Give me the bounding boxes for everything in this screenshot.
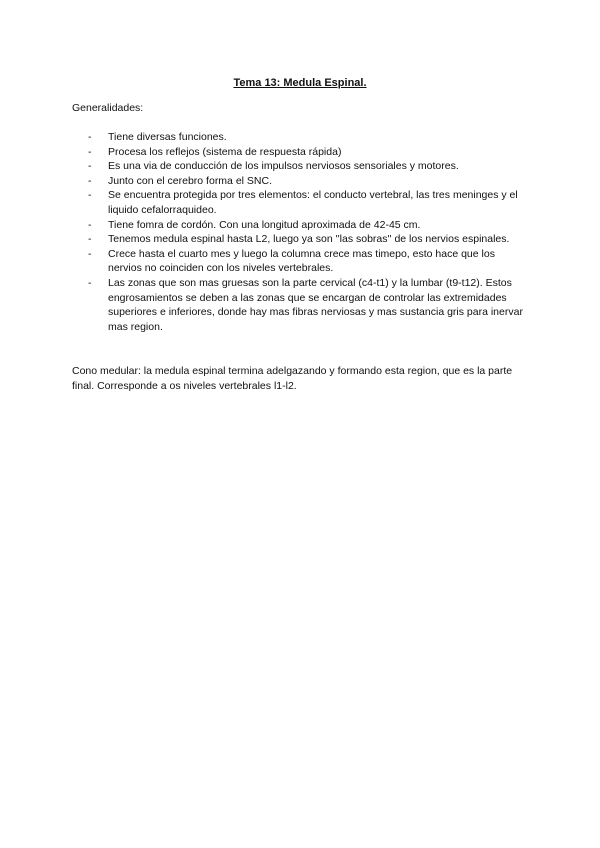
list-item-text: Procesa los reflejos (sistema de respuesta rápida) [108,145,342,158]
list-item-text: Crece hasta el cuarto mes y luego la columna crece mas timepo, esto hace que los nervios no coinciden con los niveles vertebrales. [108,247,495,275]
page-title: Tema 13: Medula Espinal. [233,77,367,89]
bullet-list [88,130,528,334]
bullet-dash: - [88,276,92,289]
list-item-text: Tiene fomra de cordón. Con una longitud aproximada de 42-45 cm. [108,218,421,231]
list-item [88,276,528,334]
list-item-text: Junto con el cerebro forma el SNC. [108,174,272,187]
list-item [88,188,528,217]
bullet-dash: - [88,160,92,173]
bullet-dash: - [88,174,92,187]
closing-paragraph: Cono medular: la medula espinal termina adelgazando y formando esta region, que es la parte final. Corresponde a os niveles vertebrales l1-l2. [72,365,513,392]
list-item-text: Es una via de conducción de los impulsos nerviosos sensoriales y motores. [108,160,459,173]
list-item [88,145,528,160]
list-item [88,174,528,189]
bullet-dash: - [88,189,92,202]
list-item-text: Tenemos medula espinal hasta L2, luego ya son ''las sobras'' de los nervios espinales. [108,233,510,246]
list-item [88,232,528,247]
bullet-dash: - [88,233,92,246]
section-label: Generalidades: [72,102,144,114]
bullet-dash: - [88,145,92,158]
bullet-dash: - [88,131,92,143]
list-item [88,247,528,276]
list-item [88,130,528,145]
list-item [88,218,528,233]
list-item [88,159,528,174]
list-item-text: Tiene diversas funciones. [108,131,227,143]
list-item-text: Se encuentra protegida por tres elementos: el conducto vertebral, las tres meninges y el liquido cefalorraquideo. [108,189,518,216]
bullet-dash: - [88,218,92,231]
list-item-text: Las zonas que son mas gruesas son la parte cervical (c4-t1) y la lumbar (t9-t12). Estos engrosamientos se deben a las zonas que se encargan de controlar las extremidades superiores e inferiores, donde hay mas fibras nerviosas y mas sustancia gris para inervar mas region. [108,276,523,333]
bullet-dash: - [88,247,92,260]
